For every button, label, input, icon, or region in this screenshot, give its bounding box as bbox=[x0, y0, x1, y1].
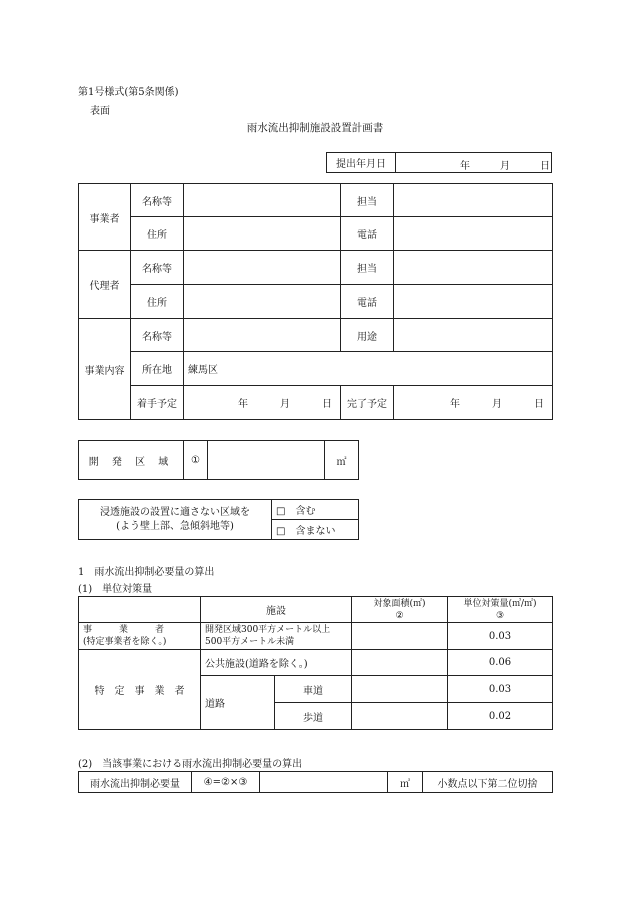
header-facility: 施設 bbox=[201, 597, 352, 623]
infiltration-table bbox=[78, 499, 359, 540]
road-label: 道路 bbox=[201, 676, 275, 730]
submit-day: 日 bbox=[540, 161, 550, 172]
row-operator-area-field[interactable] bbox=[352, 623, 448, 650]
carriageway-area-field[interactable] bbox=[352, 676, 448, 703]
submit-year: 年 bbox=[460, 161, 470, 172]
agent-address-label: 住所 bbox=[131, 285, 184, 319]
carriageway-label: 車道 bbox=[275, 676, 352, 703]
start-day: 日 bbox=[322, 399, 332, 410]
required-volume-table bbox=[78, 771, 553, 793]
start-month: 月 bbox=[280, 399, 290, 410]
option-exclude[interactable]: □ 含まない bbox=[272, 520, 359, 540]
end-plan-field[interactable] bbox=[394, 386, 553, 420]
submit-month: 月 bbox=[500, 161, 510, 172]
end-plan-label: 完了予定 bbox=[341, 386, 394, 420]
dev-area-unit: ㎡ bbox=[325, 441, 359, 480]
submit-date-table bbox=[326, 152, 552, 173]
end-day: 日 bbox=[534, 399, 544, 410]
agent-person-label: 担当 bbox=[341, 251, 394, 285]
header-unit-line1: 単位対策量(㎥/㎡) bbox=[463, 598, 537, 609]
required-volume-note: 小数点以下第二位切捨 bbox=[423, 772, 553, 793]
required-volume-formula: ④=②×③ bbox=[192, 772, 260, 793]
agent-label: 代理者 bbox=[79, 251, 131, 319]
required-volume-field[interactable] bbox=[260, 772, 388, 793]
business-label: 事業内容 bbox=[79, 319, 131, 420]
header-area-line2: ② bbox=[395, 610, 404, 621]
section1-sub1: (1) 単位対策量 bbox=[78, 584, 153, 595]
header-unit-line2: ③ bbox=[495, 610, 505, 621]
usage-field[interactable] bbox=[394, 319, 553, 352]
end-year: 年 bbox=[450, 399, 460, 410]
section2-heading: (2) 当該事業における雨水流出抑制必要量の算出 bbox=[78, 759, 303, 770]
infiltration-label-line1: 浸透施設の設置に適さない区域を bbox=[100, 506, 250, 518]
sidewalk-label: 歩道 bbox=[275, 703, 352, 730]
operator-name-field[interactable] bbox=[184, 184, 341, 217]
start-year: 年 bbox=[238, 399, 248, 410]
applicant-table bbox=[78, 183, 553, 420]
public-facility-label: 公共施設(道路を除く。) bbox=[201, 650, 352, 676]
agent-name-label: 名称等 bbox=[131, 251, 184, 285]
agent-person-field[interactable] bbox=[394, 251, 553, 285]
operator-person-label: 担当 bbox=[341, 184, 394, 217]
section1-heading: 1 雨水流出抑制必要量の算出 bbox=[78, 567, 215, 578]
location-field[interactable]: 練馬区 bbox=[184, 352, 553, 386]
dev-area-label: 開 発 区 域 bbox=[79, 441, 184, 480]
operator-person-field[interactable] bbox=[394, 184, 553, 217]
start-plan-field[interactable] bbox=[184, 386, 341, 420]
operator-label: 事業者 bbox=[79, 184, 131, 251]
sidewalk-unit-value: 0.02 bbox=[448, 703, 553, 730]
operator-address-field[interactable] bbox=[184, 217, 341, 251]
location-label: 所在地 bbox=[131, 352, 184, 386]
header-unit bbox=[448, 597, 553, 623]
usage-label: 用途 bbox=[341, 319, 394, 352]
row-operator-unit-value: 0.03 bbox=[448, 623, 553, 650]
infiltration-label-line2: (よう壁上部、急傾斜地等) bbox=[116, 520, 234, 532]
header-blank bbox=[79, 597, 201, 623]
operator-phone-label: 電話 bbox=[341, 217, 394, 251]
agent-phone-field[interactable] bbox=[394, 285, 553, 319]
agent-phone-label: 電話 bbox=[341, 285, 394, 319]
agent-address-field[interactable] bbox=[184, 285, 341, 319]
required-volume-label: 雨水流出抑制必要量 bbox=[79, 772, 192, 793]
side-label: 表面 bbox=[90, 106, 110, 117]
infiltration-label bbox=[79, 500, 272, 540]
header-area-line1: 対象面積(㎡) bbox=[373, 598, 426, 609]
required-volume-unit: ㎥ bbox=[388, 772, 423, 793]
header-area bbox=[352, 597, 448, 623]
operator-address-label: 住所 bbox=[131, 217, 184, 251]
specific-operator-label: 特 定 事 業 者 bbox=[79, 650, 201, 730]
start-plan-label: 着手予定 bbox=[131, 386, 184, 420]
unit-measure-table bbox=[78, 596, 553, 730]
row-operator bbox=[79, 623, 201, 650]
agent-name-field[interactable] bbox=[184, 251, 341, 285]
row-operator-line2: (特定事業者を除く。) bbox=[83, 637, 167, 647]
public-area-field[interactable] bbox=[352, 650, 448, 676]
row-operator-line1: 事 業 者 bbox=[83, 625, 165, 635]
submit-date-label: 提出年月日 bbox=[327, 153, 396, 173]
dev-area-table bbox=[78, 440, 359, 480]
end-month: 月 bbox=[492, 399, 502, 410]
submit-date-field[interactable] bbox=[396, 153, 552, 173]
operator-phone-field[interactable] bbox=[394, 217, 553, 251]
carriageway-unit-value: 0.03 bbox=[448, 676, 553, 703]
row-operator-facility-line2: 500平方メートル未満 bbox=[205, 637, 295, 647]
row-operator-facility-line1: 開発区域300平方メートル以上 bbox=[205, 625, 331, 635]
option-include[interactable]: □ 含む bbox=[272, 500, 359, 520]
dev-area-circle: ① bbox=[184, 441, 208, 480]
public-unit-value: 0.06 bbox=[448, 650, 553, 676]
operator-name-label: 名称等 bbox=[131, 184, 184, 217]
row-operator-facility bbox=[201, 623, 352, 650]
business-name-label: 名称等 bbox=[131, 319, 184, 352]
sidewalk-area-field[interactable] bbox=[352, 703, 448, 730]
dev-area-field[interactable] bbox=[208, 441, 325, 480]
page-title: 雨水流出抑制施設設置計画書 bbox=[246, 122, 384, 134]
form-number: 第1号様式(第5条関係) bbox=[78, 87, 179, 98]
business-name-field[interactable] bbox=[184, 319, 341, 352]
